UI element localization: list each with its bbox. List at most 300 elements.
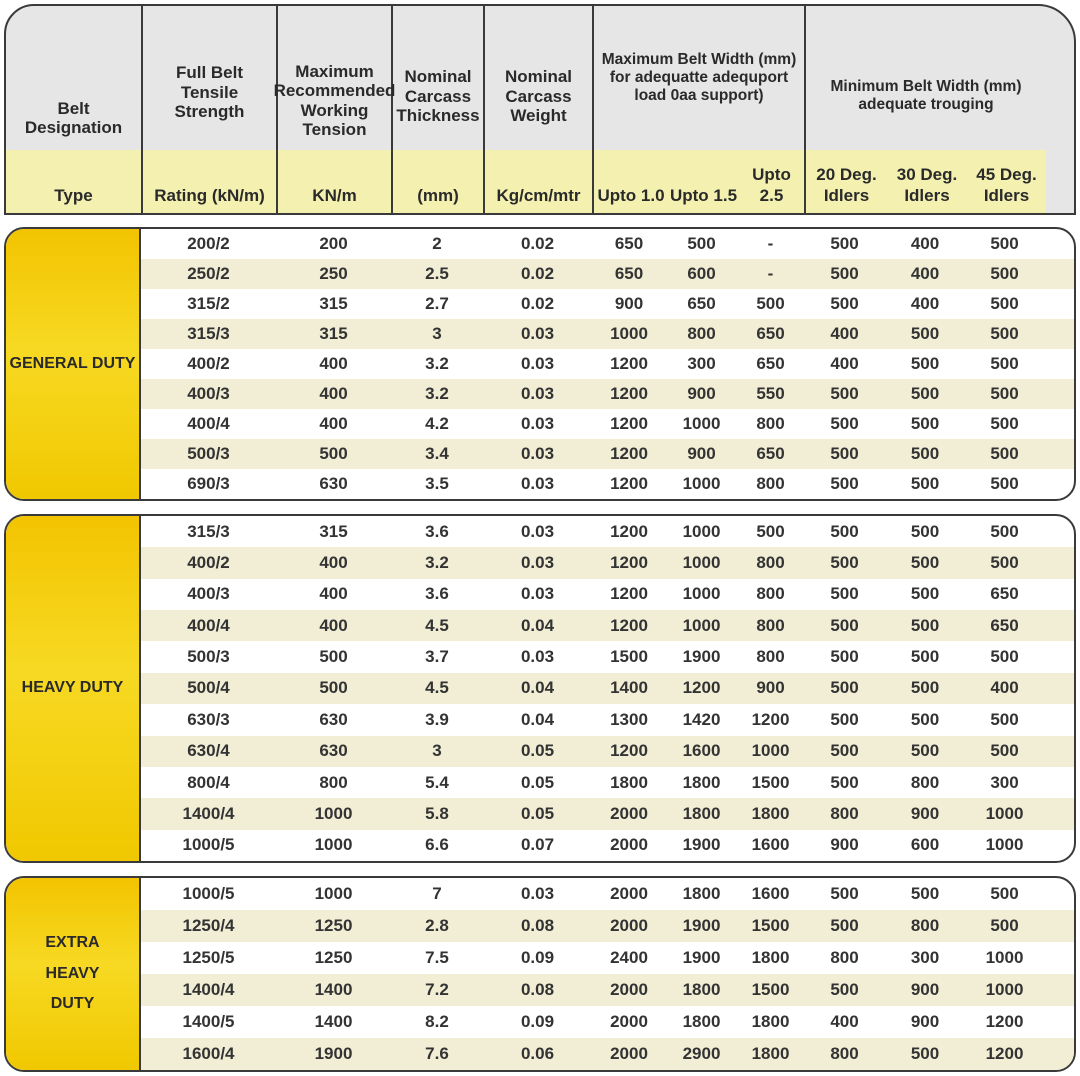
cell-min-20-deg: 500 xyxy=(830,678,859,698)
cell-min-45-deg: 500 xyxy=(990,741,1019,761)
cell-max-upto-2-5: 1200 xyxy=(751,709,790,729)
cell-max-upto-2-5: 1500 xyxy=(751,980,790,999)
table-row xyxy=(141,942,1074,974)
cell-min-30-deg: 900 xyxy=(910,803,940,823)
extra-heavy-duty-section xyxy=(4,876,1076,1072)
cell-tension: 1000 xyxy=(314,835,353,855)
cell-designation: 1250/5 xyxy=(182,948,235,967)
table-row xyxy=(141,439,1074,469)
cell-min-30-deg: 500 xyxy=(910,741,940,761)
cell-min-20-deg: 500 xyxy=(830,234,859,253)
cell-min-45-deg: 1000 xyxy=(985,803,1024,823)
cell-tension: 630 xyxy=(319,741,348,761)
cell-min-20-deg: 500 xyxy=(830,709,859,729)
cell-max-upto-2-5: 1800 xyxy=(751,1044,790,1063)
cell-min-45-deg: 500 xyxy=(990,234,1019,253)
cell-min-20-deg: 500 xyxy=(830,553,859,573)
cell-designation: 500/3 xyxy=(187,647,230,667)
cell-min-20-deg: 500 xyxy=(830,521,859,541)
table-row xyxy=(141,798,1074,829)
rating-unit: Rating (kN/m) xyxy=(143,150,278,213)
table-row xyxy=(141,830,1074,861)
cell-min-30-deg: 600 xyxy=(910,835,940,855)
cell-min-30-deg: 400 xyxy=(910,264,940,283)
cell-thickness: 8.2 xyxy=(425,1012,449,1031)
cell-min-30-deg: 300 xyxy=(910,948,940,967)
table-row xyxy=(141,289,1074,319)
cell-tension: 315 xyxy=(319,324,348,343)
cell-max-upto-1-5: 1900 xyxy=(682,948,721,967)
cell-weight: 0.03 xyxy=(520,384,555,403)
20-deg-idlers-subheading: 20 Deg. Idlers xyxy=(806,150,887,213)
cell-max-upto-1-0: 2000 xyxy=(610,1044,648,1063)
cell-max-upto-1-5: 900 xyxy=(687,384,716,403)
cell-min-45-deg: 650 xyxy=(990,615,1019,635)
cell-min-30-deg: 500 xyxy=(910,553,940,573)
cell-min-20-deg: 500 xyxy=(830,474,859,493)
cell-max-upto-1-5: 1000 xyxy=(682,553,721,573)
upto-2-5-subheading: Upto 2.5 xyxy=(739,150,806,213)
table-row xyxy=(141,516,1074,547)
cell-max-upto-1-5: 1800 xyxy=(682,772,721,792)
cell-tension: 400 xyxy=(319,354,348,373)
cell-max-upto-1-0: 1000 xyxy=(610,324,648,343)
table-row xyxy=(141,379,1074,409)
cell-min-30-deg: 400 xyxy=(910,234,940,253)
table-row xyxy=(141,974,1074,1006)
cell-max-upto-1-5: 650 xyxy=(687,294,716,313)
cell-weight: 0.03 xyxy=(520,521,555,541)
cell-max-upto-1-5: 1800 xyxy=(682,884,721,903)
cell-min-20-deg: 900 xyxy=(830,835,859,855)
cell-max-upto-2-5: 1500 xyxy=(751,916,790,935)
cell-thickness: 3.6 xyxy=(425,584,449,604)
cell-min-45-deg: 500 xyxy=(990,414,1019,433)
cell-thickness: 3.9 xyxy=(425,709,449,729)
cell-max-upto-1-0: 2000 xyxy=(610,884,648,903)
cell-designation: 315/2 xyxy=(187,294,230,313)
cell-max-upto-1-0: 2000 xyxy=(610,916,648,935)
30-deg-idlers-subheading: 30 Deg. Idlers xyxy=(887,150,967,213)
cell-max-upto-1-5: 300 xyxy=(687,354,716,373)
cell-max-upto-2-5: 550 xyxy=(756,384,785,403)
cell-weight: 0.03 xyxy=(520,553,555,573)
cell-min-30-deg: 500 xyxy=(910,709,940,729)
cell-min-30-deg: 500 xyxy=(910,354,940,373)
table-row xyxy=(141,767,1074,798)
cell-thickness: 3.5 xyxy=(425,474,449,493)
table-row xyxy=(141,1006,1074,1038)
cell-min-30-deg: 500 xyxy=(910,678,940,698)
cell-min-20-deg: 500 xyxy=(830,444,859,463)
table-row xyxy=(141,910,1074,942)
cell-min-45-deg: 500 xyxy=(990,709,1019,729)
cell-tension: 1400 xyxy=(314,980,353,999)
cell-min-20-deg: 500 xyxy=(830,264,859,283)
cell-max-upto-1-0: 1200 xyxy=(610,615,648,635)
cell-designation: 400/2 xyxy=(187,354,230,373)
table-row xyxy=(141,579,1074,610)
general-duty-section xyxy=(4,227,1076,501)
cell-weight: 0.03 xyxy=(520,414,555,433)
min-belt-width-heading: Minimum Belt Width (mm) adequate trouging xyxy=(830,78,1022,113)
cell-max-upto-2-5: 800 xyxy=(756,584,785,604)
cell-min-45-deg: 1000 xyxy=(985,980,1024,999)
cell-min-30-deg: 500 xyxy=(910,384,940,403)
cell-designation: 400/4 xyxy=(187,615,230,635)
section-label: HEAVY DUTY xyxy=(6,516,141,861)
cell-weight: 0.03 xyxy=(520,884,555,903)
cell-min-30-deg: 500 xyxy=(910,584,940,604)
cell-max-upto-1-0: 1200 xyxy=(610,741,648,761)
cell-max-upto-1-5: 1900 xyxy=(682,647,721,667)
cell-max-upto-1-0: 1800 xyxy=(610,772,648,792)
cell-designation: 500/3 xyxy=(187,444,230,463)
cell-max-upto-2-5: 650 xyxy=(756,444,785,463)
cell-weight: 0.02 xyxy=(520,264,555,283)
cell-thickness: 7.6 xyxy=(425,1044,449,1063)
cell-max-upto-2-5: 1600 xyxy=(751,835,790,855)
cell-max-upto-1-5: 1000 xyxy=(682,414,721,433)
cell-max-upto-2-5: 1800 xyxy=(751,803,790,823)
cell-min-20-deg: 500 xyxy=(830,384,859,403)
cell-min-45-deg: 1200 xyxy=(985,1012,1024,1031)
cell-tension: 500 xyxy=(319,678,348,698)
cell-min-45-deg: 500 xyxy=(990,264,1019,283)
cell-designation: 400/4 xyxy=(187,414,230,433)
cell-min-45-deg: 500 xyxy=(990,916,1019,935)
cell-min-30-deg: 500 xyxy=(910,615,940,635)
table-row xyxy=(141,319,1074,349)
cell-max-upto-1-5: 1000 xyxy=(682,474,721,493)
table-row xyxy=(141,409,1074,439)
cell-max-upto-1-0: 2000 xyxy=(610,835,648,855)
cell-max-upto-1-0: 1500 xyxy=(610,647,648,667)
cell-min-20-deg: 800 xyxy=(830,1044,859,1063)
cell-min-45-deg: 400 xyxy=(990,678,1019,698)
cell-min-30-deg: 500 xyxy=(910,444,940,463)
cell-tension: 315 xyxy=(319,521,348,541)
cell-weight: 0.02 xyxy=(520,234,555,253)
cell-min-20-deg: 400 xyxy=(830,1012,859,1031)
cell-weight: 0.03 xyxy=(520,647,555,667)
table-row xyxy=(141,610,1074,641)
cell-weight: 0.03 xyxy=(520,474,555,493)
cell-min-45-deg: 1000 xyxy=(985,948,1024,967)
cell-tension: 1000 xyxy=(314,884,353,903)
cell-min-20-deg: 500 xyxy=(830,741,859,761)
cell-max-upto-2-5: 1500 xyxy=(751,772,790,792)
carcass-thickness-heading: Nominal Carcass Thickness xyxy=(393,6,485,150)
cell-max-upto-1-5: 600 xyxy=(687,264,716,283)
cell-designation: 1400/4 xyxy=(182,980,235,999)
cell-min-20-deg: 500 xyxy=(830,980,859,999)
cell-max-upto-1-0: 2400 xyxy=(610,948,648,967)
cell-max-upto-2-5: - xyxy=(767,264,774,283)
cell-thickness: 3.4 xyxy=(425,444,449,463)
section-rows xyxy=(141,878,1074,1070)
cell-designation: 1000/5 xyxy=(182,884,235,903)
cell-weight: 0.03 xyxy=(520,444,555,463)
cell-min-45-deg: 500 xyxy=(990,444,1019,463)
cell-max-upto-2-5: 500 xyxy=(756,294,785,313)
cell-min-20-deg: 500 xyxy=(830,414,859,433)
cell-max-upto-1-5: 1900 xyxy=(682,835,721,855)
cell-designation: 1600/4 xyxy=(182,1044,235,1063)
cell-max-upto-1-5: 1000 xyxy=(682,615,721,635)
cell-weight: 0.03 xyxy=(520,584,555,604)
cell-thickness: 4.2 xyxy=(425,414,449,433)
cell-thickness: 7.5 xyxy=(425,948,449,967)
table-row xyxy=(141,878,1074,910)
cell-min-30-deg: 500 xyxy=(910,1044,940,1063)
carcass-weight-heading: Nominal Carcass Weight xyxy=(485,6,594,150)
tensile-strength-heading: Full Belt Tensile Strength xyxy=(143,6,278,150)
cell-designation: 690/3 xyxy=(187,474,230,493)
section-rows xyxy=(141,516,1074,861)
cell-max-upto-1-5: 1200 xyxy=(682,678,721,698)
cell-max-upto-1-0: 1200 xyxy=(610,553,648,573)
cell-tension: 315 xyxy=(319,294,348,313)
cell-tension: 400 xyxy=(319,584,348,604)
cell-weight: 0.07 xyxy=(520,835,555,855)
upto-1-5-subheading: Upto 1.5 xyxy=(668,150,739,213)
cell-weight: 0.04 xyxy=(520,709,555,729)
cell-min-20-deg: 500 xyxy=(830,647,859,667)
cell-max-upto-1-0: 1200 xyxy=(610,414,648,433)
cell-max-upto-1-5: 2900 xyxy=(682,1044,721,1063)
cell-max-upto-2-5: 650 xyxy=(756,354,785,373)
cell-thickness: 7 xyxy=(432,884,442,903)
cell-min-20-deg: 400 xyxy=(830,354,859,373)
cell-tension: 250 xyxy=(319,264,348,283)
cell-min-30-deg: 400 xyxy=(910,294,940,313)
cell-min-20-deg: 800 xyxy=(830,803,859,823)
upto-1-0-subheading: Upto 1.0 xyxy=(594,150,668,213)
type-unit: Type xyxy=(6,150,143,213)
cell-max-upto-2-5: 1600 xyxy=(751,884,790,903)
cell-max-upto-2-5: 800 xyxy=(756,647,785,667)
table-row xyxy=(141,704,1074,735)
cell-max-upto-2-5: 1000 xyxy=(751,741,790,761)
cell-designation: 1250/4 xyxy=(182,916,235,935)
cell-max-upto-1-5: 500 xyxy=(687,234,716,253)
cell-weight: 0.09 xyxy=(520,1012,555,1031)
cell-max-upto-1-5: 800 xyxy=(687,324,716,343)
cell-thickness: 4.5 xyxy=(425,615,449,635)
cell-tension: 400 xyxy=(319,615,348,635)
cell-max-upto-2-5: 1800 xyxy=(751,948,790,967)
cell-designation: 630/3 xyxy=(187,709,230,729)
cell-thickness: 7.2 xyxy=(425,980,449,999)
table-row xyxy=(141,229,1074,259)
cell-tension: 1250 xyxy=(314,948,353,967)
working-tension-heading: Maximum Recommended Working Tension xyxy=(278,6,393,150)
cell-designation: 500/4 xyxy=(187,678,230,698)
cell-min-20-deg: 500 xyxy=(830,615,859,635)
section-label: GENERAL DUTY xyxy=(6,229,141,499)
cell-max-upto-1-5: 1800 xyxy=(682,980,721,999)
cell-designation: 400/3 xyxy=(187,384,230,403)
cell-min-45-deg: 500 xyxy=(990,884,1019,903)
table-row xyxy=(141,673,1074,704)
table-row xyxy=(141,547,1074,578)
max-belt-width-heading: Maximum Belt Width (mm) for adequatte adequport load 0aa support) xyxy=(594,6,806,150)
cell-thickness: 3.6 xyxy=(425,521,449,541)
cell-max-upto-1-0: 1200 xyxy=(610,521,648,541)
cell-max-upto-2-5: 800 xyxy=(756,615,785,635)
cell-min-30-deg: 500 xyxy=(910,521,940,541)
cell-min-20-deg: 500 xyxy=(830,772,859,792)
cell-min-30-deg: 900 xyxy=(910,1012,940,1031)
table-row xyxy=(141,641,1074,672)
cell-max-upto-1-0: 2000 xyxy=(610,1012,648,1031)
cell-designation: 1000/5 xyxy=(182,835,235,855)
cell-max-upto-2-5: 800 xyxy=(756,414,785,433)
cell-weight: 0.08 xyxy=(520,916,555,935)
cell-tension: 630 xyxy=(319,474,348,493)
cell-weight: 0.02 xyxy=(520,294,555,313)
cell-tension: 630 xyxy=(319,709,348,729)
tension-unit: KN/m xyxy=(278,150,393,213)
cell-tension: 1900 xyxy=(314,1044,353,1063)
cell-max-upto-1-5: 900 xyxy=(687,444,716,463)
cell-designation: 400/2 xyxy=(187,553,230,573)
cell-tension: 1250 xyxy=(314,916,353,935)
cell-min-20-deg: 400 xyxy=(830,324,859,343)
cell-max-upto-2-5: 1800 xyxy=(751,1012,790,1031)
cell-min-45-deg: 500 xyxy=(990,354,1019,373)
cell-max-upto-1-5: 1800 xyxy=(682,803,721,823)
cell-min-45-deg: 500 xyxy=(990,521,1019,541)
cell-min-45-deg: 500 xyxy=(990,324,1019,343)
cell-thickness: 3.2 xyxy=(425,384,449,403)
cell-tension: 400 xyxy=(319,414,348,433)
cell-max-upto-2-5: 650 xyxy=(756,324,785,343)
cell-weight: 0.04 xyxy=(520,615,555,635)
cell-min-45-deg: 500 xyxy=(990,474,1019,493)
cell-min-30-deg: 500 xyxy=(910,414,940,433)
cell-thickness: 4.5 xyxy=(425,678,449,698)
cell-thickness: 3 xyxy=(432,324,442,343)
cell-min-30-deg: 800 xyxy=(910,916,940,935)
cell-weight: 0.09 xyxy=(520,948,555,967)
cell-weight: 0.05 xyxy=(520,741,555,761)
cell-tension: 200 xyxy=(319,234,348,253)
cell-designation: 1400/5 xyxy=(182,1012,235,1031)
cell-max-upto-1-5: 1420 xyxy=(682,709,721,729)
cell-min-30-deg: 500 xyxy=(910,884,940,903)
table-header xyxy=(4,4,1076,215)
cell-tension: 1400 xyxy=(314,1012,353,1031)
cell-weight: 0.03 xyxy=(520,324,555,343)
table-row xyxy=(141,349,1074,379)
cell-min-45-deg: 500 xyxy=(990,294,1019,313)
cell-min-20-deg: 500 xyxy=(830,294,859,313)
cell-tension: 400 xyxy=(319,553,348,573)
cell-thickness: 5.4 xyxy=(425,772,449,792)
cell-weight: 0.03 xyxy=(520,354,555,373)
cell-thickness: 2.8 xyxy=(425,916,449,935)
cell-tension: 400 xyxy=(319,384,348,403)
cell-min-30-deg: 800 xyxy=(910,772,940,792)
cell-max-upto-1-0: 650 xyxy=(614,234,644,253)
cell-tension: 800 xyxy=(319,772,348,792)
cell-min-45-deg: 500 xyxy=(990,553,1019,573)
cell-min-20-deg: 800 xyxy=(830,948,859,967)
cell-thickness: 2 xyxy=(432,234,442,253)
cell-min-30-deg: 500 xyxy=(910,324,940,343)
cell-max-upto-1-5: 1600 xyxy=(682,741,721,761)
cell-min-45-deg: 1000 xyxy=(985,835,1024,855)
table-row xyxy=(141,259,1074,289)
cell-min-45-deg: 500 xyxy=(990,647,1019,667)
cell-min-30-deg: 900 xyxy=(910,980,940,999)
cell-min-20-deg: 500 xyxy=(830,916,859,935)
cell-min-45-deg: 500 xyxy=(990,384,1019,403)
cell-min-30-deg: 500 xyxy=(910,647,940,667)
cell-weight: 0.04 xyxy=(520,678,555,698)
cell-min-30-deg: 500 xyxy=(910,474,940,493)
cell-max-upto-2-5: 900 xyxy=(756,678,785,698)
cell-max-upto-1-0: 1200 xyxy=(610,474,648,493)
cell-designation: 400/3 xyxy=(187,584,230,604)
cell-max-upto-1-5: 1800 xyxy=(682,1012,721,1031)
cell-max-upto-1-0: 2000 xyxy=(610,803,648,823)
table-row xyxy=(141,469,1074,499)
cell-min-20-deg: 500 xyxy=(830,584,859,604)
cell-thickness: 6.6 xyxy=(425,835,449,855)
cell-designation: 800/4 xyxy=(187,772,230,792)
cell-thickness: 3.2 xyxy=(425,553,449,573)
cell-designation: 1400/4 xyxy=(182,803,235,823)
cell-max-upto-1-0: 1200 xyxy=(610,384,648,403)
cell-max-upto-1-0: 900 xyxy=(614,294,644,313)
cell-thickness: 2.5 xyxy=(425,264,449,283)
cell-thickness: 3.7 xyxy=(425,647,449,667)
cell-max-upto-1-5: 1000 xyxy=(682,584,721,604)
cell-max-upto-2-5: 800 xyxy=(756,474,785,493)
45-deg-idlers-subheading: 45 Deg. Idlers xyxy=(967,150,1046,213)
cell-thickness: 2.7 xyxy=(425,294,449,313)
cell-min-45-deg: 650 xyxy=(990,584,1019,604)
cell-max-upto-2-5: 500 xyxy=(756,521,785,541)
cell-max-upto-1-5: 1000 xyxy=(682,521,721,541)
section-rows xyxy=(141,229,1074,499)
cell-weight: 0.06 xyxy=(520,1044,555,1063)
cell-weight: 0.08 xyxy=(520,980,555,999)
cell-min-45-deg: 300 xyxy=(990,772,1019,792)
cell-max-upto-1-0: 650 xyxy=(614,264,644,283)
cell-thickness: 5.8 xyxy=(425,803,449,823)
cell-max-upto-1-0: 1200 xyxy=(610,444,648,463)
section-label: EXTRA HEAVY DUTY xyxy=(6,878,141,1070)
cell-designation: 630/4 xyxy=(187,741,230,761)
cell-thickness: 3 xyxy=(432,741,442,761)
cell-tension: 1000 xyxy=(314,803,353,823)
cell-designation: 315/3 xyxy=(187,521,230,541)
cell-tension: 500 xyxy=(319,647,348,667)
cell-tension: 500 xyxy=(319,444,348,463)
heavy-duty-section xyxy=(4,514,1076,863)
cell-thickness: 3.2 xyxy=(425,354,449,373)
cell-max-upto-1-0: 1400 xyxy=(610,678,648,698)
cell-designation: 250/2 xyxy=(187,264,230,283)
cell-min-45-deg: 1200 xyxy=(985,1044,1024,1063)
cell-weight: 0.05 xyxy=(520,772,555,792)
cell-max-upto-1-0: 1200 xyxy=(610,354,648,373)
cell-max-upto-2-5: 800 xyxy=(756,553,785,573)
